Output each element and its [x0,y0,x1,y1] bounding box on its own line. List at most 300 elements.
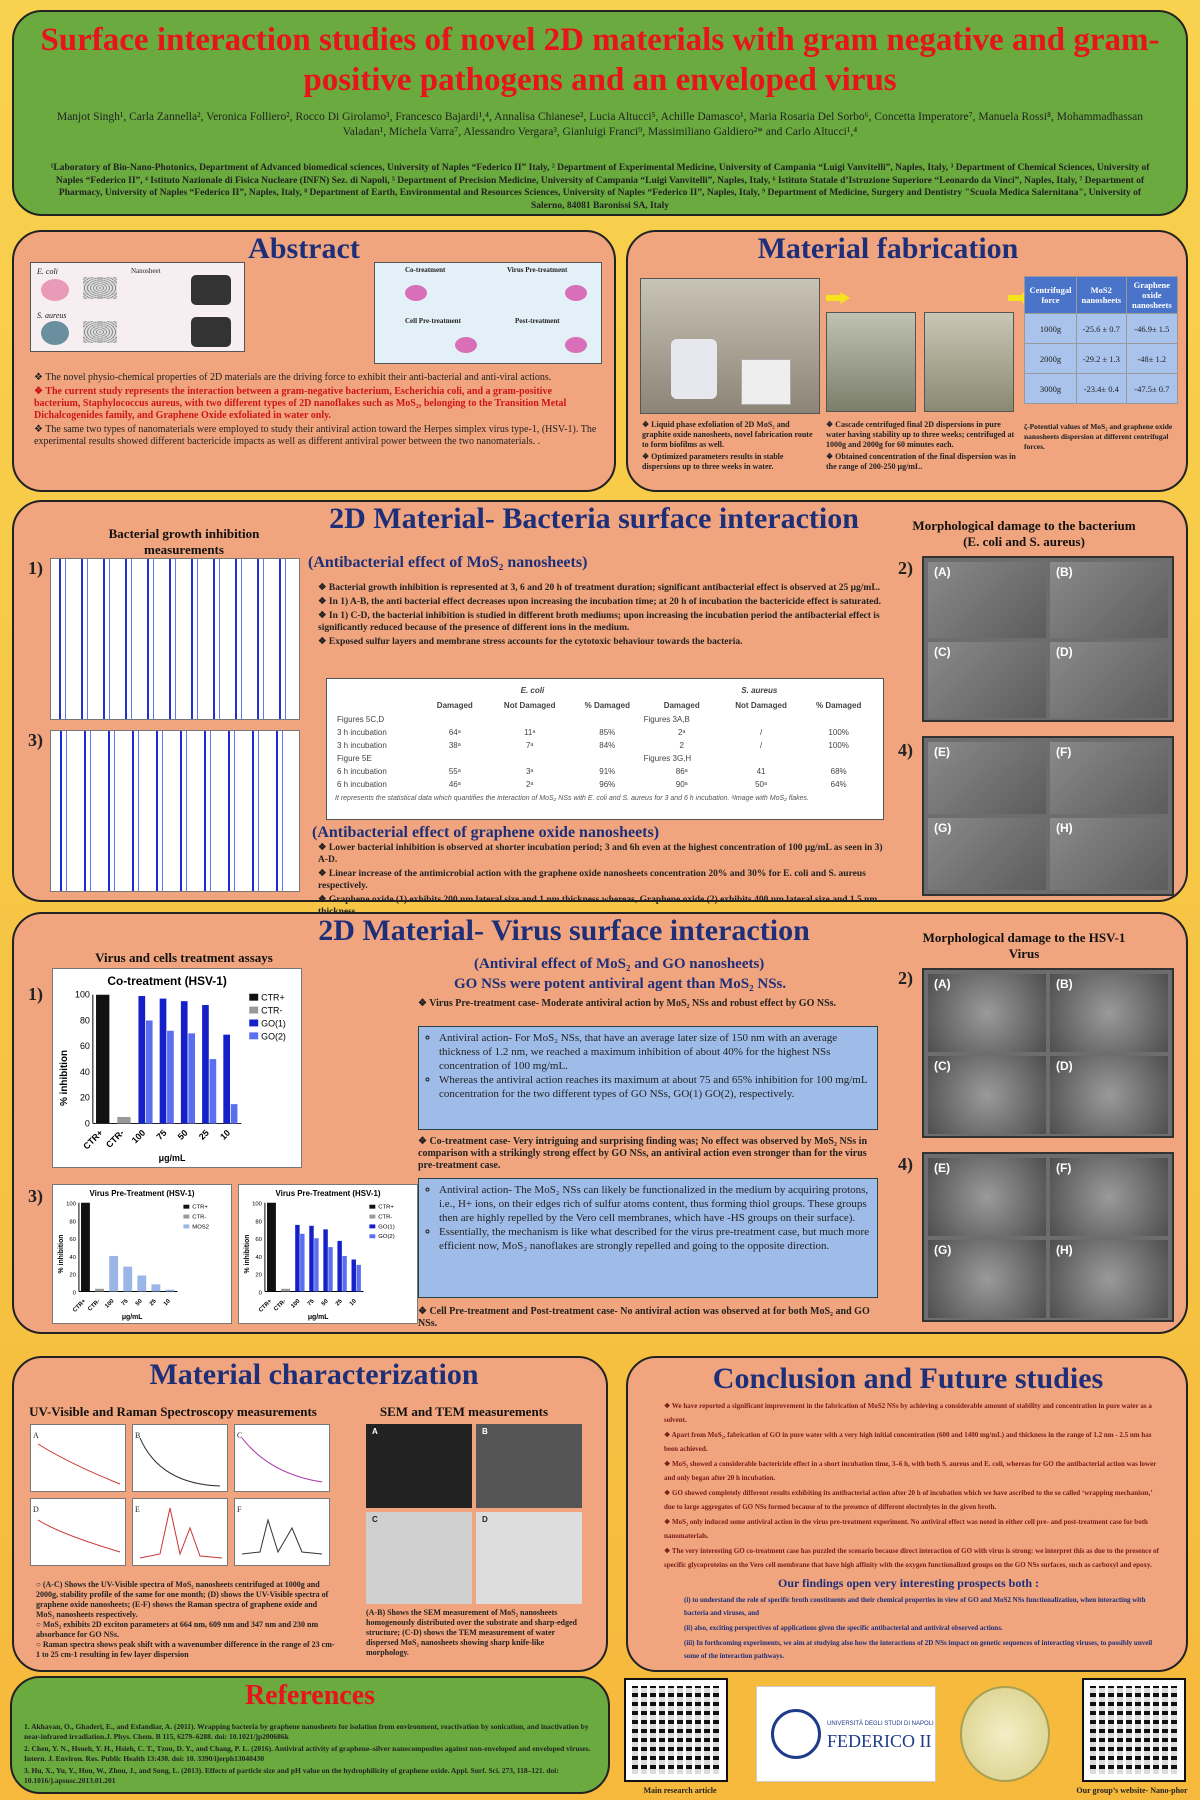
fabrication-heading: Material fabrication [757,232,1019,265]
x-tick-label: 100 [129,1127,148,1146]
bar [138,996,145,1123]
fab-note: ❖ Liquid phase exfoliation of 2D MoS₂ and graphite oxide nanosheets, novel fabrication route to form biofilms as well. [642,420,813,449]
conclusion-item: ❖ The very interesting GO co-treatment case has puzzled the scenario because direct interaction of GO with virus is strong: we interpret this as due to the presence of specific glycoproteins on the Vero cell membrane that have high affinity with the oxygen functionalized groups on the GO NSs surfaces, such as carboxyl and epoxy. [664,1547,1159,1569]
antiviral-box-1 [418,1026,878,1130]
qr-code-article[interactable] [626,1680,726,1780]
figure-number: 2) [898,558,913,578]
table-header: MoS2 nanosheets [1076,277,1126,314]
bar [210,1059,217,1123]
table-row [1025,374,1178,404]
table-cell: -48± 1.2 [1126,344,1177,374]
stat-cell: 38ᵃ [448,741,461,750]
y-tick-label: 60 [69,1237,76,1244]
characterization-heading: Material characterization [149,1358,479,1391]
sem-panel: (B) [1050,562,1168,638]
table-row [335,713,875,726]
zeta-potential-table [1024,276,1178,404]
stat-cell: 100% [828,741,849,750]
stat-cell: / [759,741,763,750]
virus-right-title: Morphological damage to the HSV-1 Virus [922,930,1126,961]
figure-number: 4) [898,740,913,760]
tem-image: D [476,1512,582,1604]
x-tick-label: 75 [154,1127,169,1142]
bar [95,1289,104,1292]
stat-cell [571,752,644,765]
bacteria-panel [12,500,1188,905]
school-logo [960,1686,1050,1782]
figure-number: 3) [28,730,43,750]
stat-cell: 96% [599,780,616,789]
stat-cell: 55ᵃ [448,767,461,776]
virus-heading: 2D Material- Virus surface interaction [318,914,810,947]
bacteria-heading: 2D Material- Bacteria surface interaction [329,502,859,535]
nanosheet-label: Nanosheet [131,267,161,275]
stat-cell: 41 [756,767,766,776]
abstract-panel [12,230,616,492]
tem-panel: (E) [928,1158,1046,1236]
box2-item: ◦ Essentially, the mechanism is like what described for the virus pre-treatment case, but much more efficient now, MoS₂ nanoflakes are strongly repelled and going to the opposite direction. [439,1225,869,1253]
mos2-subheading: (Antibacterial effect of MoS₂ nanosheets) [308,554,588,571]
legend-label: CTR- [261,1005,283,1016]
fabrication-panel [626,230,1188,492]
table-row [335,752,875,765]
pre-go-marks [252,1202,395,1314]
statistics-table [335,683,875,791]
stat-cell [421,713,488,726]
spectrum-plot: B [132,1424,228,1492]
instrument-icon [191,275,231,305]
exfoliation-setup-photo [640,278,820,414]
legend-swatch [249,994,258,1001]
prospects-list [684,1594,1164,1665]
y-tick-label: 80 [79,1015,90,1026]
spectrum-plot: E [132,1498,228,1566]
tem-panel: (A) [928,974,1046,1052]
table-cell: 2000g [1025,344,1077,374]
spectroscopy-title: UV-Visible and Raman Spectroscopy measurements [29,1404,317,1419]
table-cell: 3000g [1025,374,1077,404]
sem-panel: (C) [928,642,1046,718]
reference-item: 3. Hu, X., Yu, Y., Hou, W., Zhou, J., and Song, L. (2013). Effects of particle size and pH value on the hydrophilicity of graphene oxide. Appl. Surf. Sci. 273, 118–121. doi: 10.1016/j.apsusc.2013.01.201 [24,1766,559,1785]
mos2-bullet: ❖ Bacterial growth inhibition is represented at 3, 6 and 20 h of treatment duration; significant antibacterial effect is observed at 25 μg/mL. [318,583,881,593]
conclusion-item: ❖ MoS₂ only induced some antiviral action in the virus pre-treatment experiment. No antiviral effect was noted in either cell pre- and post-treatment case for both nanomaterials. [664,1518,1148,1540]
stat-cell: 2ᵃ [525,780,534,789]
x-tick-label: CTR- [273,1298,288,1313]
legend-label: GO(2) [378,1234,395,1241]
legend-swatch [183,1205,189,1209]
prospect-item: (iii) In forthcoming experiments, we aim at studying also how the interactions of 2D NSs impact on genetic sequences of interacting viruses, to possibly unveil some of the interaction pathways. [684,1639,1153,1660]
figure-number: 1) [28,558,43,578]
sem-panel: (G) [928,818,1046,890]
y-tick-label: 40 [69,1254,76,1261]
y-tick-label: 80 [255,1219,262,1226]
sem-panel: (E) [928,742,1046,814]
y-tick-label: 100 [252,1201,262,1208]
fab-note: ❖ Optimized parameters results in stable dispersions up to three weeks in water. [642,452,784,471]
bar [96,995,109,1124]
bacteria-right-title: Morphological damage to the bacterium (E. coli and S. aureus) [912,518,1136,549]
conclusion-item: ❖ GO showed completely different results exhibiting its antibacterial action after 20 h of incubation which we have ascribed to the so called ‘wrapping mechanism,’ due to large aggregates of GO NSs formed because of to the presence of different electrolytes in the given broth. [664,1489,1153,1511]
bacteria-left-title: Bacterial growth inhibition measurements [108,526,260,557]
cotreatment-marks [75,990,286,1152]
chart-ylabel: % inhibition [59,1049,71,1106]
bar [166,1290,175,1292]
bar [267,1203,276,1292]
stat-col: Not Damaged [503,701,556,710]
stat-cell: / [759,728,763,737]
bar [188,1033,195,1123]
reference-item: 1. Akhavan, O., Ghaderi, E., and Esfandiar, A. (2011). Wrapping bacteria by graphene nanosheets for isolation from environment, reactivation by sonication, and inactivation by near-infrared irradiation.J. Phys. Chem. B 115, 6279–6288. doi: 10.1021/jp200686k [24,1722,589,1741]
poster-title: Surface interaction studies of novel 2D materials with gram negative and gram-positive pathogens and an enveloped virus [40,22,1160,98]
abstract-figure-left [30,262,245,352]
qr-code-website[interactable] [1084,1680,1184,1780]
stat-cell: Figure 5E [337,754,372,763]
legend-swatch [183,1215,189,1219]
table-row [335,778,875,791]
x-tick-label: 50 [134,1298,144,1308]
stat-cell: 3 h incubation [337,741,387,750]
abstract-bullet-2: ❖ The current study represents the interaction between a gram-negative bacterium, Escherichia coli, and a gram-positive bacterium, Staphylococcus aureus, with two different types of 2D nanoflakes such as MoS₂, belonging to the Transition Metal Dichalcogenides family, and Graphene Oxide exfoliated in water only. [34,386,567,421]
pre-treatment-text: ❖ Virus Pre-treatment case- Moderate antiviral action by MoS₂ NSs and robust effect by GO NSs. [418,998,837,1009]
x-tick-label: 100 [104,1298,116,1310]
chart-ylabel: % inhibition [244,1234,252,1274]
bar [117,1117,130,1123]
virus-pre-label: Virus Pre-treatment [507,266,568,274]
pre-treatment-mos2-chart [52,1184,232,1324]
stat-cell [720,752,803,765]
references-panel [10,1676,610,1794]
conclusion-item: ❖ MoS₂ showed a considerable bactericide effect in a short incubation time, 3–6 h, with both S. aureus and E. coli, whereas for GO the antibacterial action was lower and only began after 20 h incubation. [664,1460,1157,1482]
table-row [335,739,875,752]
fabrication-notes-1 [642,420,818,474]
co-treatment-label: Co-treatment [405,266,446,274]
bar [81,1203,90,1292]
sem-panel: (A) [928,562,1046,638]
stat-cell: 90ᵃ [675,780,688,789]
sem-grid-4 [922,736,1174,896]
box1-item: ◦ Antiviral action- For MoS₂ NSs, that have an average later size of 150 nm with an average thickness of 1.2 nm, we reached a maximum inhibition of about 40% for the highest NSs concentration of 100 mg/mL. [439,1031,869,1073]
spectra-grid [30,1424,330,1566]
conclusion-panel [626,1356,1188,1672]
go-bullet: ❖ Linear increase of the antimicrobial action with the graphene oxide nanosheets concentration 20% and 30% for E. coli and S. aureus respectively. [318,869,866,891]
logo-line-2: FEDERICO II [827,1731,932,1751]
table-row [335,765,875,778]
x-tick-label: 10 [348,1298,358,1308]
stat-group-ecoli: E. coli [520,686,545,695]
header-panel [12,10,1188,216]
chart-title: Virus Pre-Treatment (HSV-1) [275,1188,381,1198]
table-cell: -25.6 ± 0.7 [1076,314,1126,344]
table-caption: ζ-Potential values of MoS₂ and graphene oxide nanosheets dispersion at different centrifugal forces. [1024,422,1173,451]
ecoli-label: E. coli [37,267,58,276]
fabrication-notes-2 [826,420,1016,474]
reference-item: 2. Chen, Y. N., Hsueh, Y. H., Hsieh, C. T., Tzou, D. Y., and Chang, P. L. (2016). Antiviral activity of graphene–silver nanocomposites against non-enveloped and enveloped viruses. Intern. J. Environ. Res. Public Health 13:430. doi: 10. 3390/ijerph13040430 [24,1744,591,1763]
stat-cell: 6 h incubation [337,767,387,776]
stat-cell: 84% [599,741,616,750]
bar [231,1104,238,1123]
virus-panel [12,912,1188,1334]
x-tick-label: 10 [218,1127,233,1142]
x-tick-label: 10 [162,1298,172,1308]
university-logo [756,1686,936,1782]
chart-xlabel: μg/mL [307,1314,329,1322]
tem-grid-4 [922,1152,1174,1322]
x-tick-label: 50 [320,1298,330,1308]
dispersion-photo-1 [826,312,916,412]
cell-post-text: ❖ Cell Pre-treatment and Post-treatment case- No antiviral action was observed at for both MoS₂ and GO NSs. [418,1306,870,1329]
cotreatment-chart [52,968,302,1168]
tem-panel: (G) [928,1240,1046,1318]
x-tick-label: CTR+ [72,1298,88,1314]
stat-cell [488,713,571,726]
bar [323,1229,327,1291]
y-tick-label: 80 [69,1219,76,1226]
x-tick-label: 75 [306,1298,316,1308]
bar [167,1031,174,1124]
legend-label: CTR- [378,1214,393,1221]
bar [342,1256,346,1291]
y-tick-label: 60 [255,1237,262,1244]
x-tick-label: 100 [290,1298,302,1310]
bar [181,1001,188,1123]
legend-label: GO(1) [261,1018,286,1029]
bar [137,1275,146,1291]
stat-col: Not Damaged [735,701,787,710]
sem-grid-2 [922,556,1174,722]
sem-tem-title: SEM and TEM measurements [379,1404,549,1419]
tem-panel: (C) [928,1056,1046,1134]
bar [300,1234,304,1292]
chart-xlabel: μg/mL [158,1153,186,1164]
sem-panel: (H) [1050,818,1168,890]
references-heading: References [244,1680,376,1711]
x-tick-label: CTR- [87,1298,102,1313]
bar [160,999,167,1124]
y-tick-label: 40 [79,1066,90,1077]
conclusion-heading: Conclusion and Future studies [712,1362,1104,1395]
bacteria-icon [41,279,69,301]
bar [295,1225,299,1292]
x-tick-label: 50 [175,1127,190,1142]
table-row [1025,344,1178,374]
well-plate-icon [83,277,117,299]
stat-cell: Figures 3G,H [643,754,692,763]
table-row [335,726,875,739]
sem-tem-grid [366,1424,586,1638]
mos2-bullet: ❖ In 1) A-B, the anti bacterial effect decreases upon increasing the incubation time; at 20 h of incubation the bactericide effect is saturated. [318,597,882,607]
y-tick-label: 20 [69,1272,76,1279]
abstract-text [34,372,600,450]
cell-icon [455,337,477,353]
spectra-caption-line: ○ (A-C) Shows the UV-Visible spectra of MoS₂ nanosheets centrifuged at 1000g and 2000g, stability profile of the same for one month; (D) shows the UV-Visible spectra of graphene oxide nanosheets; (E-F) shows the Raman spectra of graphene oxide and MoS₂ nanosheets respectively. [36,1580,329,1619]
stat-col: Damaged [436,701,473,710]
pre-treatment-go-chart [238,1184,418,1324]
go-bullet: ❖ Graphene oxide (1) exhibits 200 nm lateral size and 1 nm thickness whereas, Graphene oxide (2) exhibits 400 nm lateral size and 1.5 nm [318,895,878,905]
table-cell: -23.4± 0.4 [1076,374,1126,404]
bar [202,1005,209,1123]
chart-title: Virus Pre-Treatment (HSV-1) [89,1188,195,1198]
figure-number: 1) [28,984,43,1004]
stat-cell: 50ᵃ [755,780,767,789]
cell-icon [565,337,587,353]
sem-panel: (D) [1050,642,1168,718]
figure-number: 4) [898,1154,913,1174]
arrow-icon [826,292,850,304]
stat-cell: 91% [599,767,616,776]
legend-swatch [369,1224,375,1228]
abstract-figure-right [374,262,602,364]
bar [146,1020,153,1123]
stat-cell: 3ᵃ [525,767,534,776]
bacteria-icon [41,321,69,345]
tem-image: C [366,1512,472,1604]
box2-item: ◦ Antiviral action- The MoS₂ NSs can likely be functionalized in the medium by acquiring protons, i.e., H+ ions, on their edges rich of sulfur atoms content, thus forming thiol groups. These groups then are highly repelled by the Vero cell membranes, which have -HS groups on their surface). [439,1183,869,1225]
go-subheading: (Antibacterial effect of graphene oxide nanosheets) [312,824,660,841]
qr1-caption: Main research article [643,1786,717,1795]
prospect-item: (ii) also, exciting perspectives of applications given the specific antibacterial and antiviral observed actions. [684,1624,1003,1632]
stat-cell [720,713,803,726]
legend-label: MOS2 [192,1224,210,1231]
fab-note: ❖ Cascade centrifuged final 2D dispersions in pure water having stability up to three weeks; centrifuged at 1000g and 2000g for 60 minutes each. [826,420,1015,449]
fab-note: ❖ Obtained concentration of the final dispersion was in the range of 200-250 μg/mL. [826,452,1016,471]
table-header: Graphene oxide nanosheets [1126,277,1177,314]
bar [223,1035,230,1124]
stat-cell: 11ᵃ [524,728,536,737]
bar [281,1289,290,1292]
y-tick-label: 0 [258,1290,262,1297]
spectrum-plot: A [30,1424,126,1492]
table-row [335,698,875,713]
mos2-inhibition-plots [50,558,300,720]
post-label: Post-treatment [515,317,560,325]
legend-swatch [369,1234,375,1238]
legend-label: GO(2) [261,1031,286,1042]
stat-note: It represents the statistical data which quantifies the interaction of MoS₂ NSs with E. coli and S. aureus for 3 and 6 h incubation. ᵃImage with MoS₂ flakes. [335,795,809,802]
legend-swatch [249,1019,258,1026]
authors: Manjot Singh¹, Carla Zannella², Veronica Folliero², Rocco Di Girolamo³, Francesco Bajardi¹,⁴, Annalisa Chianese², Lucia Altucci⁵, Achille Damasco¹, Maria Rosaria Del Sorbo⁶, Concetta Imperatore⁷, Manuela Rossi⁸, Mohammadhassan Valadan¹, Michela Varra⁷, Alessandro Vergara³, Gianluigi Franci⁹, Massimiliano Galdiero²* and Carlo Altucci¹,⁴ [56,111,1144,138]
sonicator-device [671,339,717,399]
tem-panel: (F) [1050,1158,1168,1236]
bar [352,1260,356,1292]
bar [123,1267,132,1292]
stat-cell: 64% [830,780,847,789]
sem-image: A [366,1424,472,1508]
mos2-bullet: ❖ In 1) C-D, the bacterial inhibition is studied in different broth mediums; upon increasing the incubation period the antibacterial effect is significantly reduced because of the presence of different ions in the medium. [318,611,880,633]
x-tick-label: 25 [148,1298,158,1308]
antiviral-box-2 [418,1178,878,1298]
go-bullet: ❖ Lower bacterial inhibition is observed at shorter incubation period; 3 and 6h even at the highest concentration of 100 μg/mL as seen in 3) A-D. [318,843,883,865]
bar [356,1265,360,1292]
x-tick-label: CTR+ [81,1127,105,1152]
dispersion-photo-2 [924,312,1014,412]
abstract-bullet-1: ❖ The novel physio-chemical properties of 2D materials are the driving force to exhibit their anti-bacterial and anti-viral actions. [34,372,552,383]
bar [109,1256,118,1291]
spectra-caption [36,1580,336,1660]
abstract-bullet-3: ❖ The same two types of nanomaterials were employed to study their antiviral action toward the Herpes simplex virus type-1, (HSV-1). The experimental results showed different bactericide impacts as well as different antiviral power between the two nanomaterials. . [34,424,597,447]
statistics-table-panel [326,678,884,820]
legend-label: CTR+ [261,992,285,1003]
stat-cell: 85% [599,728,616,737]
box1-item: ◦ Whereas the antiviral action reaches its maximum at about 75 and 65% inhibition for 100 mg/mL concentration for the two different types of GO NSs, GO(1) GO(2), respectively. [439,1073,869,1101]
y-tick-label: 0 [84,1118,90,1129]
prospects-title: Our findings open very interesting prospects both : [778,1576,1040,1590]
stat-cell: Figures 3A,B [643,715,690,724]
legend-label: CTR+ [378,1204,394,1211]
y-tick-label: 0 [72,1290,76,1297]
stat-cell [802,713,875,726]
table-cell: -47.5± 0.7 [1126,374,1177,404]
bar [328,1247,332,1291]
y-tick-label: 20 [255,1272,262,1279]
bar [309,1226,313,1292]
legend-swatch [249,1032,258,1039]
co-treatment-text: ❖ Co-treatment case- Very intriguing and surprising finding was; No effect was observed by MoS₂ NSs in comparison with a strikingly strong effect by GO NSs, an antiviral action even stronger than for the virus pre-treatment case. [418,1136,868,1171]
cell-icon [565,285,587,301]
spectrum-plot: F [234,1498,330,1566]
legend-swatch [369,1205,375,1209]
virus-subheading-1: (Antiviral effect of MoS₂ and GO nanosheets) [474,956,765,972]
go-bullets [318,842,888,920]
go-inhibition-plots [50,730,300,892]
mos2-bullets [318,582,888,650]
figure-number: 2) [898,968,913,988]
prospect-item: (i) to understand the role of specific broth constituents and their chemical properties in view of GO and MoS2 NSs functionalization, when interacting with bacteria and viruses, and [684,1596,1146,1617]
stat-cell: 3 h incubation [337,728,387,737]
table-cell: -46.9± 1.5 [1126,314,1177,344]
stat-cell [421,752,488,765]
x-tick-label: CTR- [103,1127,127,1150]
pre-mos2-marks [66,1202,209,1314]
stat-cell [571,713,644,726]
x-tick-label: 25 [334,1298,344,1308]
sem-tem-caption: (A-B) Shows the SEM measurement of MoS₂ nanosheets homogenously distributed over the substrate and sharp-edged structure; (C-D) shows the TEM measurement of water dispersed MoS₂ nanosheets showing sharp knife-like morphology. [366,1608,577,1657]
chart-title: Co-treatment (HSV-1) [107,973,227,988]
virus-left-title: Virus and cells treatment assays [95,950,273,965]
stat-col: Damaged [663,701,700,710]
stat-group-saureus: S. aureus [741,686,778,695]
spectra-caption-line: ○ Raman spectra shows peak shift with a wavenumber difference in the range of 23 cm-1 to 25 cm-1 resulting in few layer dispersion [36,1640,335,1659]
stat-cell: 46ᵃ [448,780,461,789]
bar [151,1284,160,1291]
logo-line-1: UNIVERSITÀ DEGLI STUDI DI NAPOLI [827,1721,934,1727]
table-row [335,683,875,698]
bar [314,1238,318,1291]
table-header: Centrifugal force [1025,277,1077,314]
chart-ylabel: % inhibition [58,1234,66,1274]
stat-cell: 68% [830,767,847,776]
stat-cell: 2 [679,741,684,750]
spectrum-plot: C [234,1424,330,1492]
instrument-icon [191,317,231,347]
characterization-panel [12,1356,608,1672]
conclusion-item: ❖ Apart from MoS₂, fabrication of GO in pure water with a very high initial concentration (600 and 1400 mg/mL) and thickness in the range of 1.2 nm - 2.5 nm has been achieved. [664,1431,1152,1453]
legend-label: GO(1) [378,1224,395,1231]
spectrum-plot: D [30,1498,126,1566]
stat-cell: 100% [828,728,849,737]
legend-swatch [183,1224,189,1228]
x-tick-label: 75 [120,1298,130,1308]
bar [337,1241,341,1292]
sem-image: B [476,1424,582,1508]
y-tick-label: 100 [75,989,90,1000]
stat-cell: 86ᵃ [675,767,688,776]
table-cell: -29.2 ± 1.3 [1076,344,1126,374]
tem-panel: (H) [1050,1240,1168,1318]
table-header-row [1025,277,1178,314]
x-tick-label: 25 [196,1127,211,1142]
y-tick-label: 60 [79,1041,90,1052]
y-tick-label: 20 [79,1092,90,1103]
